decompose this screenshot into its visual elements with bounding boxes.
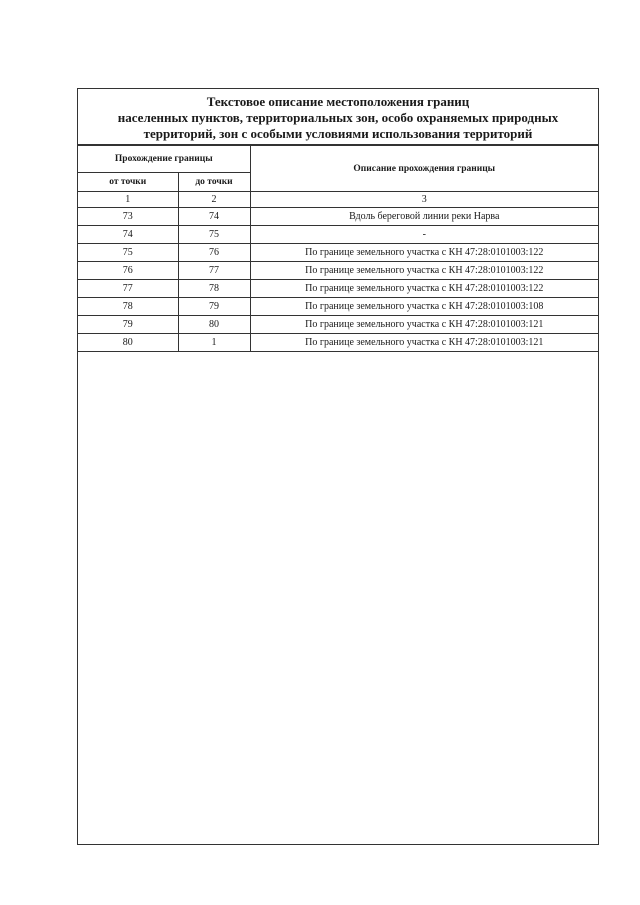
column-numbers-row xyxy=(78,192,598,208)
from-point-cell: 78 xyxy=(78,298,178,316)
from-point-cell: 77 xyxy=(78,280,178,298)
from-point-cell: 75 xyxy=(78,244,178,262)
from-point-cell: 76 xyxy=(78,262,178,280)
header-to-point: до точки xyxy=(178,173,250,192)
description-cell: По границе земельного участка с КН 47:28:0101003:121 xyxy=(250,316,598,334)
table-row xyxy=(78,262,598,280)
document-title xyxy=(78,89,598,145)
description-cell: По границе земельного участка с КН 47:28:0101003:122 xyxy=(250,262,598,280)
from-point-cell: 80 xyxy=(78,334,178,352)
to-point-cell: 78 xyxy=(178,280,250,298)
to-point-cell: 76 xyxy=(178,244,250,262)
from-point-cell: 74 xyxy=(78,226,178,244)
to-point-cell: 1 xyxy=(178,334,250,352)
boundary-table xyxy=(78,145,598,352)
to-point-cell: 74 xyxy=(178,208,250,226)
table-row xyxy=(78,208,598,226)
table-row xyxy=(78,298,598,316)
table-row xyxy=(78,280,598,298)
table-row xyxy=(78,226,598,244)
description-cell: Вдоль береговой линии реки Нарва xyxy=(250,208,598,226)
title-line-3: территорий, зон с особыми условиями использования территорий xyxy=(143,126,533,141)
description-cell: По границе земельного участка с КН 47:28:0101003:108 xyxy=(250,298,598,316)
description-cell: По границе земельного участка с КН 47:28:0101003:121 xyxy=(250,334,598,352)
title-line-1: Текстовое описание местоположения границ xyxy=(206,94,470,109)
to-point-cell: 80 xyxy=(178,316,250,334)
table-row xyxy=(78,316,598,334)
column-number: 1 xyxy=(78,192,178,208)
table-row xyxy=(78,334,598,352)
column-number: 2 xyxy=(178,192,250,208)
document-frame xyxy=(77,88,599,845)
header-boundary-description: Описание прохождения границы xyxy=(250,146,598,192)
table-row xyxy=(78,244,598,262)
title-line-2: населенных пунктов, территориальных зон, особо охраняемых природных xyxy=(117,110,559,125)
description-cell: По границе земельного участка с КН 47:28:0101003:122 xyxy=(250,280,598,298)
to-point-cell: 79 xyxy=(178,298,250,316)
from-point-cell: 79 xyxy=(78,316,178,334)
header-from-point: от точки xyxy=(78,173,178,192)
from-point-cell: 73 xyxy=(78,208,178,226)
header-boundary-passage: Прохождение границы xyxy=(78,146,250,173)
to-point-cell: 75 xyxy=(178,226,250,244)
to-point-cell: 77 xyxy=(178,262,250,280)
column-number: 3 xyxy=(250,192,598,208)
description-cell: По границе земельного участка с КН 47:28:0101003:122 xyxy=(250,244,598,262)
description-cell: - xyxy=(250,226,598,244)
